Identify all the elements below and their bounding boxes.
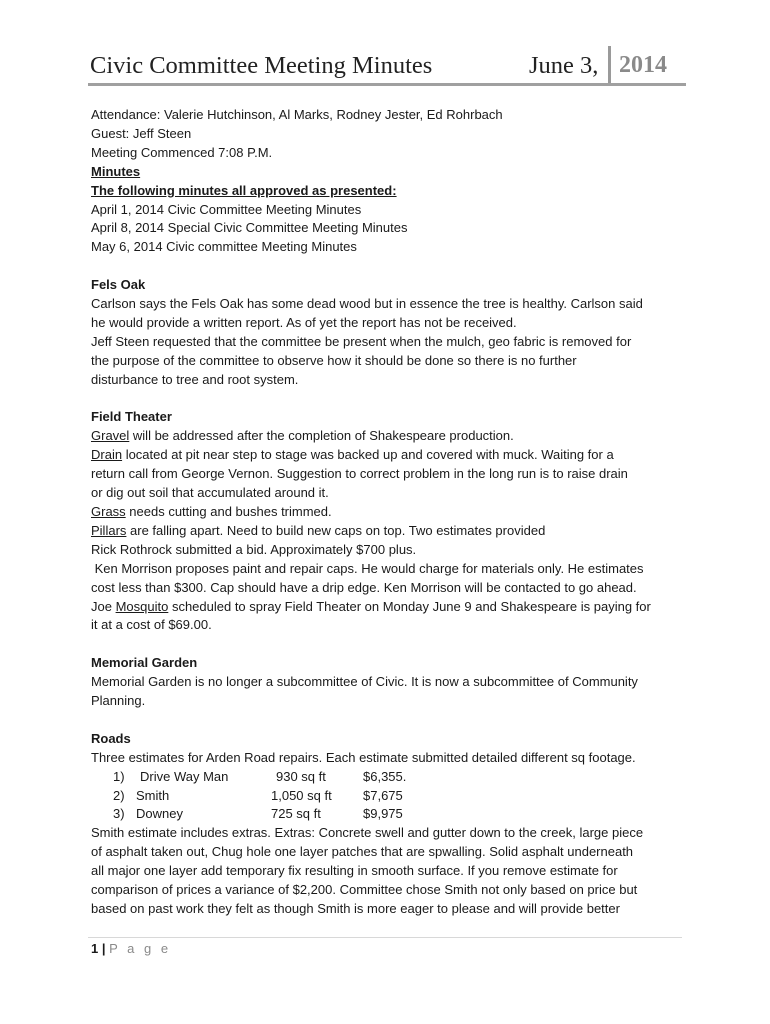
meeting-date: June 3, — [529, 52, 599, 79]
estimate-row — [91, 787, 686, 806]
pillars-text: are falling apart. Need to build new caps on top. Two estimates provided — [126, 522, 546, 538]
header-rule — [88, 83, 686, 86]
smith-text: based on past work they felt as though Smith is more eager to please and will provide better — [91, 900, 620, 916]
document-title: Civic Committee Meeting Minutes — [90, 52, 433, 79]
drain-label: Drain — [91, 447, 123, 463]
gravel-line — [91, 427, 686, 446]
minutes-heading: Minutes — [91, 163, 141, 179]
gravel-text: will be addressed after the completion of Shakespeare production. — [129, 428, 514, 444]
memorial-garden-heading: Memorial Garden — [91, 655, 198, 671]
fels-oak-heading: Fels Oak — [91, 277, 146, 293]
memorial-garden-text: Planning. — [91, 693, 146, 709]
grass-text: needs cutting and bushes trimmed. — [125, 504, 332, 519]
pillars-label: Pillars — [91, 522, 127, 538]
gravel-label: Gravel — [91, 428, 130, 444]
roads-heading: Roads — [91, 730, 131, 746]
fels-oak-text: the purpose of the committee to observe how it should be done so there is no further — [91, 352, 577, 368]
estimate-name: Smith — [136, 787, 170, 803]
morrison-line: Ken Morrison proposes paint and repair caps. He would charge for materials only. He estimates — [91, 560, 644, 576]
drain-text: located at pit near step to stage was backed up and covered with muck. Waiting for a — [122, 447, 614, 463]
approved-item: May 6, 2014 Civic committee Meeting Minutes — [91, 239, 357, 255]
estimate-price: $9,975 — [363, 806, 403, 822]
approved-heading: The following minutes all approved as presented: — [91, 182, 397, 198]
mosquito-prefix: Joe — [91, 598, 116, 614]
estimate-number: 3) — [113, 806, 125, 822]
morrison-line: cost less than $300. Cap should have a drip edge. Ken Morrison will be contacted to go ahead. — [91, 579, 637, 595]
smith-text: all major one layer add temporary fix resulting in smooth surface. If you remove estimate for — [91, 863, 618, 879]
memorial-garden-text: Memorial Garden is no longer a subcommittee of Civic. It is now a subcommittee of Community — [91, 674, 638, 690]
pillars-line — [91, 522, 686, 541]
approved-item: April 1, 2014 Civic Committee Meeting Minutes — [91, 201, 362, 217]
smith-text: comparison of prices a variance of $2,200. Committee chose Smith not only based on price but — [91, 882, 638, 898]
mosquito-text: scheduled to spray Field Theater on Monday June 9 and Shakespeare is paying for — [168, 598, 651, 614]
footer-rule — [88, 937, 682, 938]
page-footer — [91, 941, 171, 956]
estimate-row — [91, 768, 686, 787]
estimate-row — [91, 805, 686, 824]
approved-item: April 8, 2014 Special Civic Committee Meeting Minutes — [91, 220, 408, 236]
page-separator: | — [101, 941, 106, 956]
drain-text: or dig out soil that accumulated around it. — [91, 485, 329, 501]
estimate-name: Downey — [136, 806, 183, 822]
grass-line — [91, 503, 686, 522]
smith-text: Smith estimate includes extras. Extras: Concrete swell and gutter down to the creek, large piece — [91, 825, 644, 841]
drain-line — [91, 446, 686, 465]
estimate-number: 1) — [113, 768, 125, 784]
attendance-line: Attendance: Valerie Hutchinson, Al Marks, Rodney Jester, Ed Rohrbach — [91, 107, 503, 122]
guest-line: Guest: Jeff Steen — [91, 125, 192, 141]
year-divider — [608, 46, 611, 86]
drain-text: return call from George Vernon. Suggestion to correct problem in the long run is to raise drain — [91, 466, 628, 482]
commenced-line: Meeting Commenced 7:08 P.M. — [91, 144, 273, 160]
grass-label: Grass — [91, 504, 126, 519]
field-theater-heading: Field Theater — [91, 409, 172, 425]
fels-oak-text: Jeff Steen requested that the committee be present when the mulch, geo fabric is removed for — [91, 333, 632, 349]
fels-oak-text: Carlson says the Fels Oak has some dead wood but in essence the tree is healthy. Carlson said — [91, 296, 643, 312]
fels-oak-text: disturbance to tree and root system. — [91, 371, 299, 387]
fels-oak-text: he would provide a written report. As of yet the report has not be received. — [91, 314, 517, 330]
rothrock-line: Rick Rothrock submitted a bid. Approximately $700 plus. — [91, 541, 417, 557]
meeting-year: 2014 — [619, 52, 667, 78]
page-label: P a g e — [109, 941, 172, 956]
estimate-sqft: 930 sq ft — [276, 768, 326, 784]
document-body — [91, 106, 686, 919]
estimate-number: 2) — [113, 787, 125, 803]
mosquito-line — [91, 598, 686, 617]
mosquito-text: it at a cost of $69.00. — [91, 617, 212, 633]
estimate-price: $7,675 — [363, 787, 403, 803]
estimate-name: Drive Way Man — [140, 768, 229, 784]
smith-text: of asphalt taken out, Chug hole one layer patches that are spwalling. Solid asphalt underneath — [91, 844, 634, 860]
page-number: 1 — [91, 941, 99, 956]
mosquito-label: Mosquito — [115, 598, 169, 614]
page-header — [88, 44, 686, 84]
estimate-sqft: 1,050 sq ft — [271, 787, 332, 803]
roads-intro: Three estimates for Arden Road repairs. Each estimate submitted detailed different sq footage. — [91, 749, 636, 765]
estimate-price: $6,355. — [363, 768, 407, 784]
estimate-sqft: 725 sq ft — [271, 806, 321, 822]
